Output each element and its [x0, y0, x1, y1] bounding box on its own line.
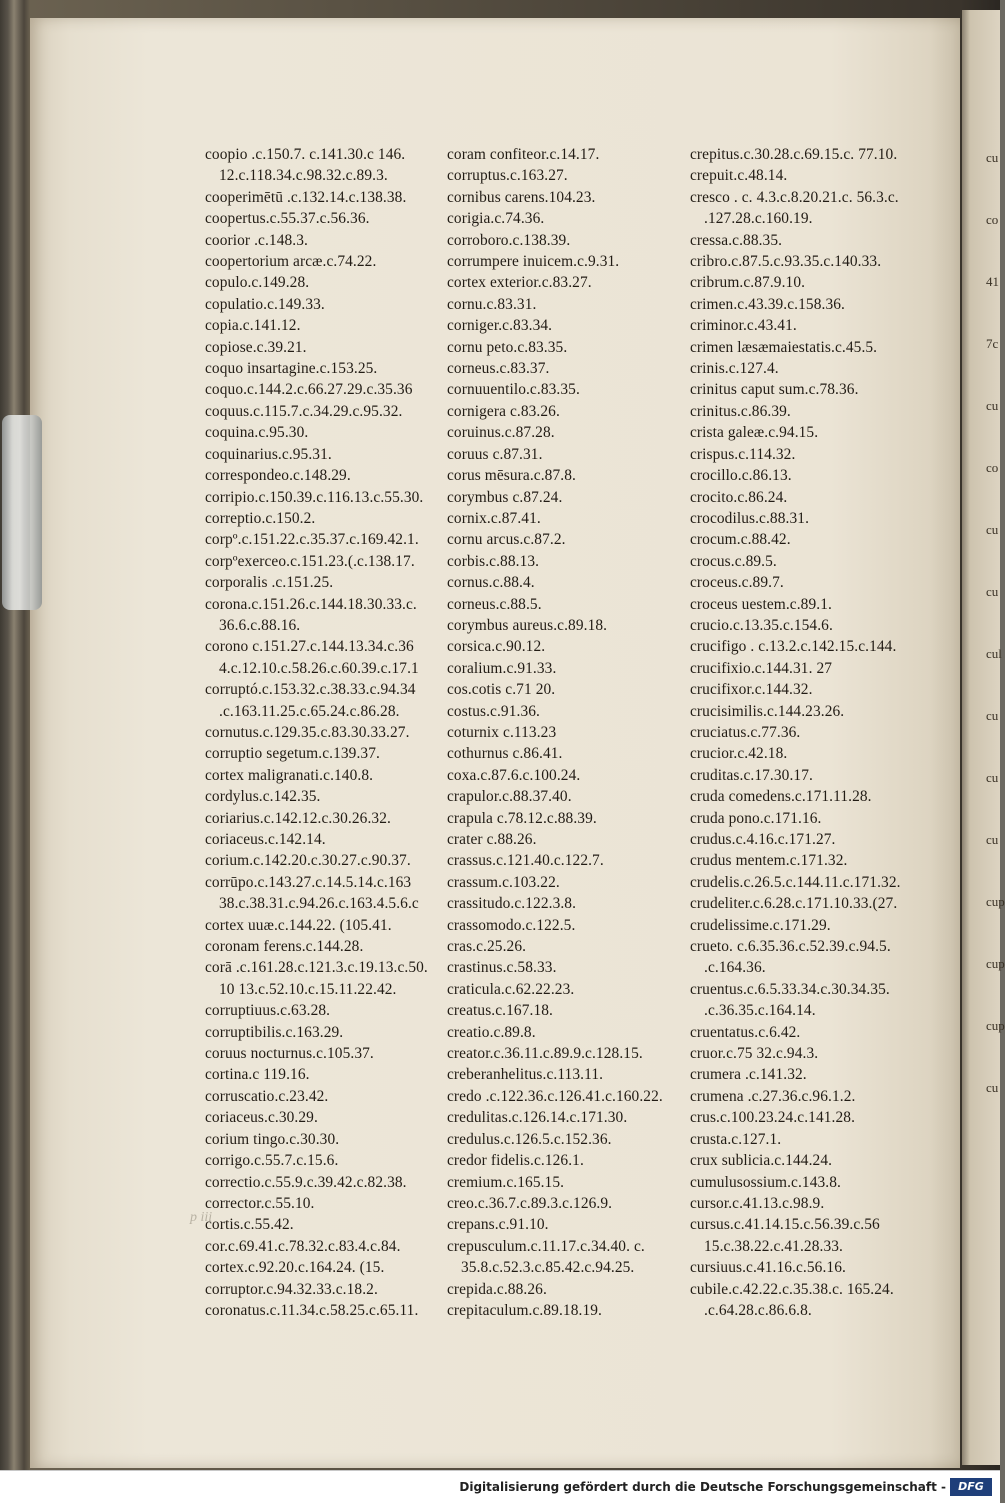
facing-page-fragment: cul	[986, 646, 1002, 661]
index-entry: coorior .c.148.3.	[205, 231, 308, 249]
index-entry: corpºexerceo.c.151.23.(.c.138.17.	[205, 552, 415, 570]
index-entry: corripio.c.150.39.c.116.13.c.55.30.	[205, 488, 424, 506]
index-entry: crepuit.c.48.14.	[690, 167, 788, 185]
index-entry: corruptó.c.153.32.c.38.33.c.94.34	[205, 681, 416, 699]
facing-page-fragment: co	[986, 212, 999, 227]
index-entry: corporalis .c.151.25.	[205, 574, 334, 592]
index-entry: corigia.c.74.36.	[447, 210, 545, 228]
index-entry: cor.c.69.41.c.78.32.c.83.4.c.84.	[205, 1237, 401, 1255]
index-entry: cremium.c.165.15.	[447, 1173, 565, 1191]
index-entry: crepida.c.88.26.	[447, 1280, 547, 1298]
index-entry: crepitaculum.c.89.18.19.	[447, 1301, 602, 1319]
index-entry: criminor.c.43.41.	[690, 317, 797, 335]
index-column-1	[205, 144, 455, 1321]
index-entry: cornu.c.83.31.	[447, 295, 537, 313]
index-entry: coquo.c.144.2.c.66.27.29.c.35.36	[205, 381, 413, 399]
index-entry: crassus.c.121.40.c.122.7.	[447, 852, 604, 870]
index-entry: coquinarius.c.95.31.	[205, 445, 332, 463]
index-entry: coquo insartagine.c.153.25.	[205, 360, 378, 378]
index-entry: cruentus.c.6.5.33.34.c.30.34.35.	[690, 980, 890, 998]
index-entry: corrigo.c.55.7.c.15.6.	[205, 1152, 339, 1170]
index-entry: cras.c.25.26.	[447, 938, 527, 956]
index-entry: cornus.c.88.4.	[447, 574, 535, 592]
index-entry: corona.c.151.26.c.144.18.30.33.c.	[205, 595, 417, 613]
facing-page-fragment: cup	[986, 894, 1005, 909]
index-entry: cothurnus c.86.41.	[447, 745, 563, 763]
index-entry: crucisimilis.c.144.23.26.	[690, 702, 845, 720]
facing-page-fragment: cu	[986, 770, 999, 785]
index-entry: copulatio.c.149.33.	[205, 295, 325, 313]
index-entry: credo .c.122.36.c.126.41.c.160.22.	[447, 1087, 663, 1105]
index-entry: crudus mentem.c.171.32.	[690, 852, 848, 870]
index-entry: crocodilus.c.88.31.	[690, 509, 810, 527]
index-entry: crus.c.100.23.24.c.141.28.	[690, 1109, 856, 1127]
index-entry: crimen.c.43.39.c.158.36.	[690, 295, 845, 313]
index-entry: crater c.88.26.	[447, 831, 537, 848]
index-entry: crapulor.c.88.37.40.	[447, 788, 572, 806]
facing-page-fragment: cup	[986, 956, 1005, 971]
index-entry: corroboro.c.138.39.	[447, 231, 571, 249]
index-entry: corus mēsura.c.87.8.	[447, 467, 576, 485]
index-entry: corrector.c.55.10.	[205, 1194, 315, 1212]
index-entry: cruditas.c.17.30.17.	[690, 766, 813, 784]
index-entry: costus.c.91.36.	[447, 702, 540, 720]
index-entry: corrūpo.c.143.27.c.14.5.14.c.163	[205, 873, 412, 891]
index-entry: cruda pono.c.171.16.	[690, 809, 822, 827]
index-entry: crastinus.c.58.33.	[447, 959, 557, 977]
facing-page-fragment: 41	[986, 274, 999, 289]
index-entry: crucior.c.42.18.	[690, 745, 788, 763]
index-entry: 12.c.118.34.c.98.32.c.89.3.	[219, 167, 388, 185]
index-entry: cortina.c 119.16.	[205, 1066, 310, 1084]
index-entry: cresco . c. 4.3.c.8.20.21.c. 56.3.c.	[690, 188, 899, 206]
index-entry: corruptor.c.94.32.33.c.18.2.	[205, 1280, 378, 1298]
index-entry: crepusculum.c.11.17.c.34.40. c.	[447, 1237, 645, 1255]
facing-page-edge	[962, 10, 1005, 1465]
index-entry: cruciatus.c.77.36.	[690, 723, 801, 741]
index-entry: cortis.c.55.42.	[205, 1216, 294, 1234]
facing-page-fragment: cu	[986, 150, 999, 165]
index-entry: corniger.c.83.34.	[447, 317, 553, 335]
dfg-logo: DFG	[950, 1478, 992, 1496]
index-entry: crusta.c.127.1.	[690, 1130, 782, 1148]
facing-page-fragment: cu	[986, 522, 999, 537]
index-entry: cortex.c.92.20.c.164.24. (15.	[205, 1259, 385, 1277]
index-entry: cornuuentilo.c.83.35.	[447, 381, 580, 399]
index-entry: .c.64.28.c.86.6.8.	[704, 1301, 812, 1319]
index-entry: 10 13.c.52.10.c.15.11.22.42.	[219, 980, 397, 998]
index-entry: .c.163.11.25.c.65.24.c.86.28.	[219, 702, 400, 720]
index-entry: crapula c.78.12.c.88.39.	[447, 809, 597, 827]
index-entry: coquus.c.115.7.c.34.29.c.95.32.	[205, 402, 403, 420]
index-entry: 35.8.c.52.3.c.85.42.c.94.25.	[461, 1259, 635, 1277]
index-entry: crux sublicia.c.144.24.	[690, 1152, 833, 1170]
index-entry: coruus c.87.31.	[447, 445, 543, 463]
index-entry: coralium.c.91.33.	[447, 659, 557, 677]
index-column-3	[690, 144, 940, 1321]
index-entry: coruus nocturnus.c.105.37.	[205, 1045, 374, 1063]
index-entry: coturnix c.113.23	[447, 723, 557, 741]
facing-page-fragment: 7c	[986, 336, 999, 351]
index-entry: coronatus.c.11.34.c.58.25.c.65.11.	[205, 1301, 419, 1319]
index-entry: crudus.c.4.16.c.171.27.	[690, 831, 836, 848]
index-entry: croceus.c.89.7.	[690, 574, 784, 592]
index-entry: crocus.c.89.5.	[690, 552, 777, 570]
index-entry: corruptio segetum.c.139.37.	[205, 745, 380, 763]
index-entry: credulitas.c.126.14.c.171.30.	[447, 1109, 628, 1127]
index-entry: cruor.c.75 32.c.94.3.	[690, 1045, 819, 1063]
index-entry: corium.c.142.20.c.30.27.c.90.37.	[205, 852, 411, 870]
index-entry: crepans.c.91.10.	[447, 1216, 549, 1234]
index-entry: cursiuus.c.41.16.c.56.16.	[690, 1259, 846, 1277]
index-entry: cursus.c.41.14.15.c.56.39.c.56	[690, 1216, 880, 1234]
index-entry: coriaceus.c.142.14.	[205, 831, 326, 848]
index-entry: copulo.c.149.28.	[205, 274, 310, 292]
index-column-2	[447, 144, 697, 1321]
funding-notice: Digitalisierung gefördert durch die Deutsche Forschungsgemeinschaft -	[459, 1480, 946, 1494]
index-entry: crumera .c.141.32.	[690, 1066, 807, 1084]
facing-page-fragment: cu	[986, 832, 999, 847]
index-entry: corneus.c.83.37.	[447, 360, 550, 378]
index-entry: creberanhelitus.c.113.11.	[447, 1066, 604, 1084]
book-clip	[2, 415, 42, 610]
index-entry: crucifixor.c.144.32.	[690, 681, 813, 699]
index-entry: cribro.c.87.5.c.93.35.c.140.33.	[690, 253, 882, 271]
index-entry: cumulusossium.c.143.8.	[690, 1173, 841, 1191]
facing-page-fragment: cu	[986, 708, 999, 723]
index-entry: coronam ferens.c.144.28.	[205, 938, 364, 956]
index-entry: crocito.c.86.24.	[690, 488, 788, 506]
index-entry: .c.164.36.	[704, 959, 766, 977]
index-entry: creatio.c.89.8.	[447, 1023, 536, 1041]
index-entry: cornigera c.83.26.	[447, 402, 560, 420]
index-entry: corruscatio.c.23.42.	[205, 1087, 329, 1105]
index-entry: .127.28.c.160.19.	[704, 210, 813, 228]
index-entry: crimen læsæmaiestatis.c.45.5.	[690, 338, 878, 356]
index-entry: crinitus caput sum.c.78.36.	[690, 381, 859, 399]
index-entry: corium tingo.c.30.30.	[205, 1130, 340, 1148]
index-entry: cooperimētū .c.132.14.c.138.38.	[205, 188, 407, 206]
index-entry: cortex exterior.c.83.27.	[447, 274, 592, 292]
index-entry: corrumpere inuicem.c.9.31.	[447, 253, 620, 271]
facing-page-fragment: cu	[986, 398, 999, 413]
index-entry: crucifixio.c.144.31. 27	[690, 659, 833, 677]
index-entry: creatus.c.167.18.	[447, 1002, 553, 1020]
index-entry: cursor.c.41.13.c.98.9.	[690, 1194, 825, 1212]
index-entry: correptio.c.150.2.	[205, 509, 316, 527]
index-entry: crassum.c.103.22.	[447, 873, 560, 891]
facing-page-fragment: co	[986, 460, 999, 475]
index-entry: cornu arcus.c.87.2.	[447, 531, 566, 549]
index-entry: corruptiuus.c.63.28.	[205, 1002, 331, 1020]
index-entry: crinis.c.127.4.	[690, 360, 779, 378]
index-entry: crumena .c.27.36.c.96.1.2.	[690, 1087, 856, 1105]
index-entry: craticula.c.62.22.23.	[447, 980, 575, 998]
index-entry: 36.6.c.88.16.	[219, 616, 301, 634]
index-entry: coriaceus.c.30.29.	[205, 1109, 318, 1127]
signature-mark: p iii	[190, 1210, 213, 1225]
index-entry: corpº.c.151.22.c.35.37.c.169.42.1.	[205, 531, 419, 549]
index-entry: crepitus.c.30.28.c.69.15.c. 77.10.	[690, 146, 898, 163]
index-entry: corymbus c.87.24.	[447, 488, 563, 506]
index-entry: cribrum.c.87.9.10.	[690, 274, 806, 292]
index-entry: crueto. c.6.35.36.c.52.39.c.94.5.	[690, 938, 891, 956]
index-entry: crucifigo . c.13.2.c.142.15.c.144.	[690, 638, 897, 656]
index-entry: .c.36.35.c.164.14.	[704, 1002, 816, 1020]
index-entry: 38.c.38.31.c.94.26.c.163.4.5.6.c	[219, 895, 419, 913]
index-entry: cortex maligranati.c.140.8.	[205, 766, 374, 784]
index-entry: cordylus.c.142.35.	[205, 788, 321, 806]
index-entry: crocum.c.88.42.	[690, 531, 791, 549]
facing-page-fragment: cu	[986, 584, 999, 599]
index-entry: credor fidelis.c.126.1.	[447, 1152, 584, 1170]
index-entry: cruda comedens.c.171.11.28.	[690, 788, 872, 806]
index-entry: coopertorium arcæ.c.74.22.	[205, 253, 377, 271]
index-entry: copiose.c.39.21.	[205, 338, 307, 356]
index-entry: creator.c.36.11.c.89.9.c.128.15.	[447, 1045, 643, 1063]
facing-page-fragment: cup	[986, 1018, 1005, 1033]
index-entry: corā .c.161.28.c.121.3.c.19.13.c.50.	[205, 959, 428, 977]
index-entry: coxa.c.87.6.c.100.24.	[447, 766, 581, 784]
index-entry: coruinus.c.87.28.	[447, 424, 555, 442]
index-entry: crista galeæ.c.94.15.	[690, 424, 819, 442]
footer-bar	[0, 1470, 1000, 1503]
index-entry: corruptus.c.163.27.	[447, 167, 568, 185]
index-entry: corbis.c.88.13.	[447, 552, 540, 570]
index-entry: cos.cotis c.71 20.	[447, 681, 556, 699]
index-entry: cornu peto.c.83.35.	[447, 338, 568, 356]
index-entry: corymbus aureus.c.89.18.	[447, 616, 608, 634]
index-entry: correctio.c.55.9.c.39.42.c.82.38.	[205, 1173, 407, 1191]
index-entry: cressa.c.88.35.	[690, 231, 783, 249]
index-entry: crucio.c.13.35.c.154.6.	[690, 616, 833, 634]
index-entry: coopertus.c.55.37.c.56.36.	[205, 210, 370, 228]
index-entry: cornutus.c.129.35.c.83.30.33.27.	[205, 723, 410, 741]
index-entry: crocillo.c.86.13.	[690, 467, 792, 485]
index-entry: 15.c.38.22.c.41.28.33.	[704, 1237, 843, 1255]
facing-page-fragment: cu	[986, 1080, 999, 1095]
index-entry: corono c.151.27.c.144.13.34.c.36	[205, 638, 414, 656]
index-entry: coopio .c.150.7. c.141.30.c 146.	[205, 146, 406, 163]
index-entry: corruptibilis.c.163.29.	[205, 1023, 344, 1041]
index-entry: croceus uestem.c.89.1.	[690, 595, 832, 613]
index-entry: coram confiteor.c.14.17.	[447, 146, 600, 163]
index-entry: crispus.c.114.32.	[690, 445, 796, 463]
index-entry: crudeliter.c.6.28.c.171.10.33.(27.	[690, 895, 898, 913]
index-entry: cornibus carens.104.23.	[447, 188, 596, 206]
index-entry: cubile.c.42.22.c.35.38.c. 165.24.	[690, 1280, 894, 1298]
index-entry: correspondeo.c.148.29.	[205, 467, 351, 485]
index-entry: corsica.c.90.12.	[447, 638, 546, 656]
index-entry: corneus.c.88.5.	[447, 595, 542, 613]
index-entry: crudelis.c.26.5.c.144.11.c.171.32.	[690, 873, 901, 891]
index-entry: crassitudo.c.122.3.8.	[447, 895, 577, 913]
index-entry: 4.c.12.10.c.58.26.c.60.39.c.17.1	[219, 659, 419, 677]
index-entry: coquina.c.95.30.	[205, 424, 309, 442]
index-entry: cortex uuæ.c.144.22. (105.41.	[205, 916, 392, 934]
index-entry: crudelissime.c.171.29.	[690, 916, 831, 934]
index-entry: cruentatus.c.6.42.	[690, 1023, 801, 1041]
index-entry: crassomodo.c.122.5.	[447, 916, 576, 934]
index-entry: copia.c.141.12.	[205, 317, 301, 335]
index-entry: credulus.c.126.5.c.152.36.	[447, 1130, 612, 1148]
index-entry: crinitus.c.86.39.	[690, 402, 791, 420]
index-entry: cornix.c.87.41.	[447, 509, 541, 527]
index-entry: coriarius.c.142.12.c.30.26.32.	[205, 809, 391, 827]
index-entry: creo.c.36.7.c.89.3.c.126.9.	[447, 1194, 613, 1212]
